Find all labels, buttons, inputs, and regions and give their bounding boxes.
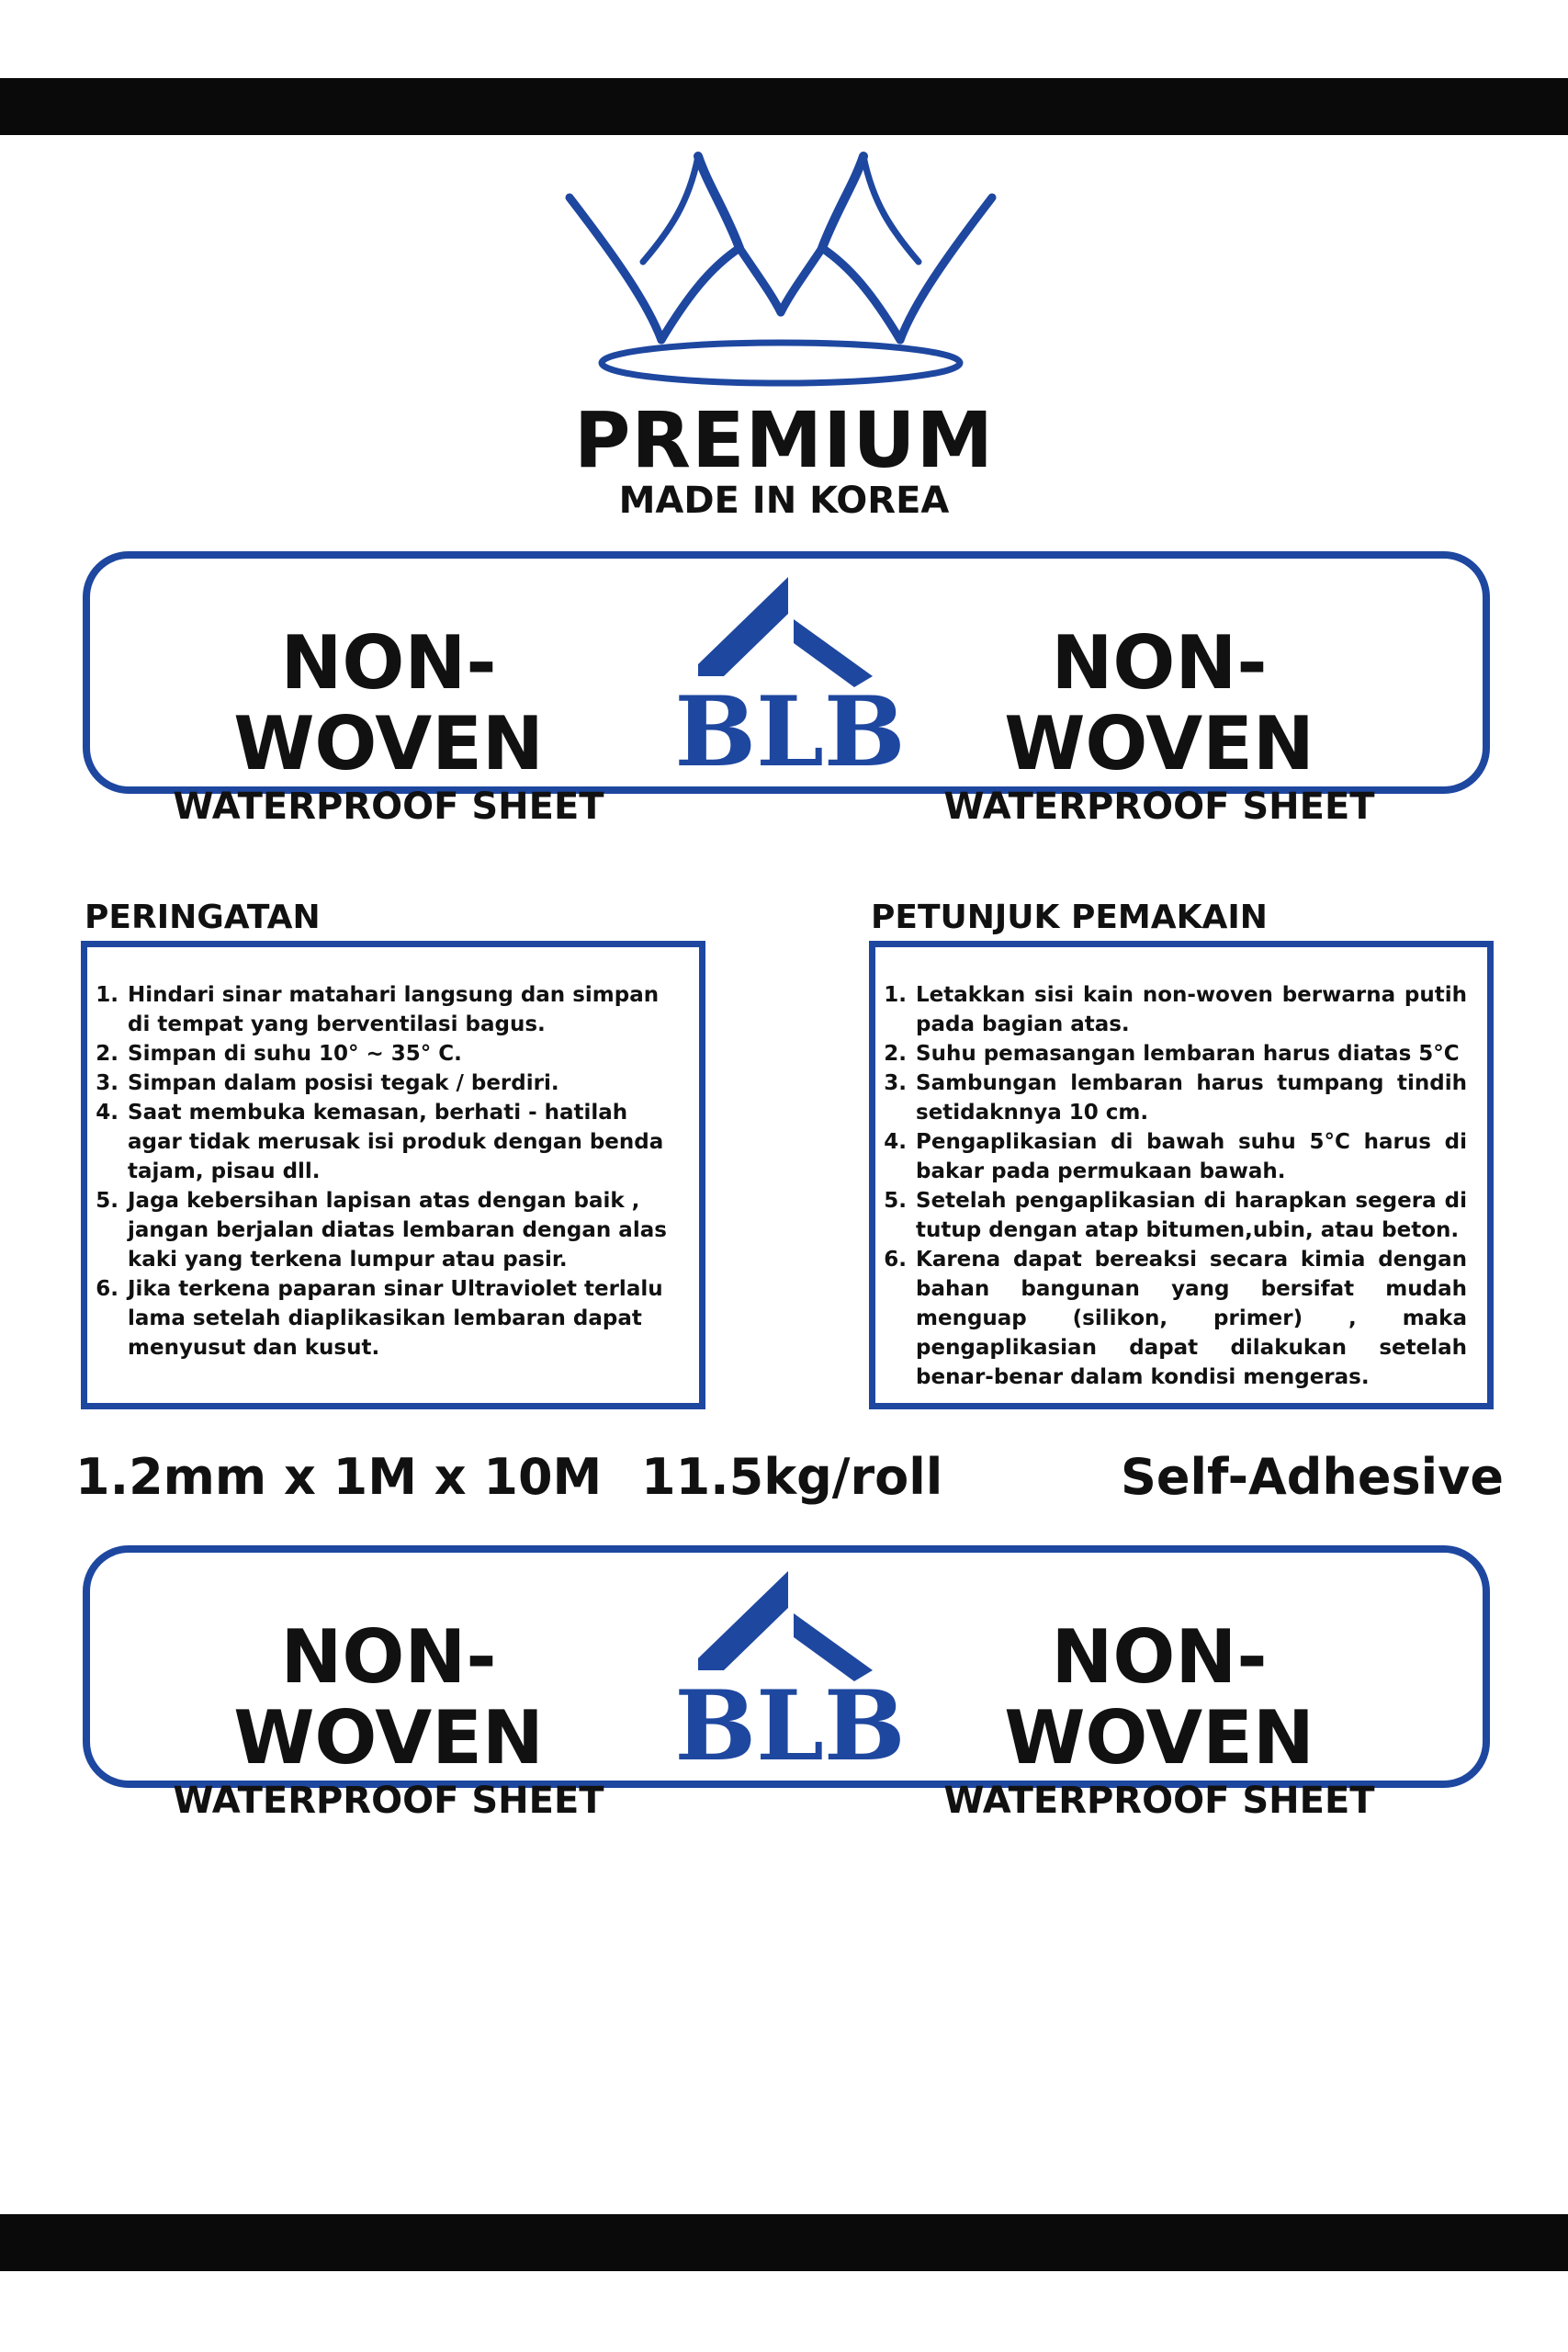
instruction-item: 5. Setelah pengaplikasian di harapkan segera di tutup dengan atap bitumen,ubin, atau beton.: [914, 1186, 1467, 1245]
warning-heading: PERINGATAN: [85, 899, 321, 936]
spec-weight: 11.5kg/roll: [641, 1448, 943, 1506]
banner-right-text: [902, 1614, 1416, 1823]
instruction-item: 6. Karena dapat bereaksi secara kimia dengan bahan bangunan yang bersifat mudah menguap (silikon, primer) , maka pengaplikasian dapat dilakukan setelah benar-benar dalam kondisi mengeras.: [914, 1245, 1467, 1392]
warning-item: 4. Saat membuka kemasan, berhati - hatilah agar tidak merusak isi produk dengan benda tajam, pisau dll.: [126, 1098, 679, 1186]
instructions-box: [869, 941, 1494, 1409]
product-banner-top: [83, 551, 1490, 828]
warning-item: 3. Simpan dalam posisi tegak / berdiri.: [126, 1069, 679, 1098]
banner-title: NON-WOVEN: [233, 620, 544, 786]
instruction-item: 4. Pengaplikasian di bawah suhu 5°C harus di bakar pada permukaan bawah.: [914, 1127, 1467, 1186]
product-banner-bottom: [83, 1545, 1490, 1822]
instructions-heading: PETUNJUK PEMAKAIN: [871, 899, 1268, 936]
banner-title: NON-WOVEN: [233, 1614, 544, 1781]
banner-left-text: [131, 620, 646, 829]
banner-subtitle: WATERPROOF SHEET: [943, 1780, 1375, 1822]
instruction-item: 1. Letakkan sisi kain non-woven berwarna putih pada bagian atas.: [914, 980, 1467, 1039]
banner-title: NON-WOVEN: [1004, 1614, 1314, 1781]
spec-type: Self-Adhesive: [1121, 1448, 1504, 1506]
banner-subtitle: WATERPROOF SHEET: [173, 1780, 604, 1822]
bottom-black-bar: [0, 2214, 1568, 2271]
instruction-item: 3. Sambungan lembaran harus tumpang tindih setidaknnya 10 cm.: [914, 1069, 1467, 1127]
warning-item: 6. Jika terkena paparan sinar Ultraviolet terlalu lama setelah diaplikasikan lembaran dapat menyusut dan kusut.: [126, 1274, 679, 1363]
banner-subtitle: WATERPROOF SHEET: [943, 786, 1375, 828]
warning-item: 2. Simpan di suhu 10° ~ 35° C.: [126, 1039, 679, 1069]
crown-logo-icon: [551, 147, 1010, 395]
spec-size: 1.2mm x 1M x 10M: [75, 1448, 603, 1506]
banner-title: NON-WOVEN: [1004, 620, 1314, 786]
banner-left-text: [131, 1614, 646, 1823]
warning-box: [81, 941, 705, 1409]
made-in-korea-subtitle: MADE IN KOREA: [618, 480, 950, 522]
banner-subtitle: WATERPROOF SHEET: [173, 786, 604, 828]
top-black-bar: [0, 78, 1568, 135]
svg-text:BLB: BLB: [674, 674, 906, 788]
blb-house-logo-icon: [674, 1571, 906, 1782]
warning-list: [87, 947, 699, 1363]
warning-item: 5. Jaga kebersihan lapisan atas dengan baik , jangan berjalan diatas lembaran dengan alas kaki yang terkena lumpur atau pasir.: [126, 1186, 679, 1274]
premium-title: PREMIUM: [573, 395, 995, 485]
instruction-item: 2. Suhu pemasangan lembaran harus diatas 5°C: [914, 1039, 1467, 1069]
svg-text:BLB: BLB: [674, 1668, 906, 1782]
instructions-list: [875, 947, 1487, 1392]
blb-house-logo-icon: [674, 577, 906, 788]
banner-right-text: [902, 620, 1416, 829]
warning-item: 1. Hindari sinar matahari langsung dan simpan di tempat yang berventilasi bagus.: [126, 980, 679, 1039]
